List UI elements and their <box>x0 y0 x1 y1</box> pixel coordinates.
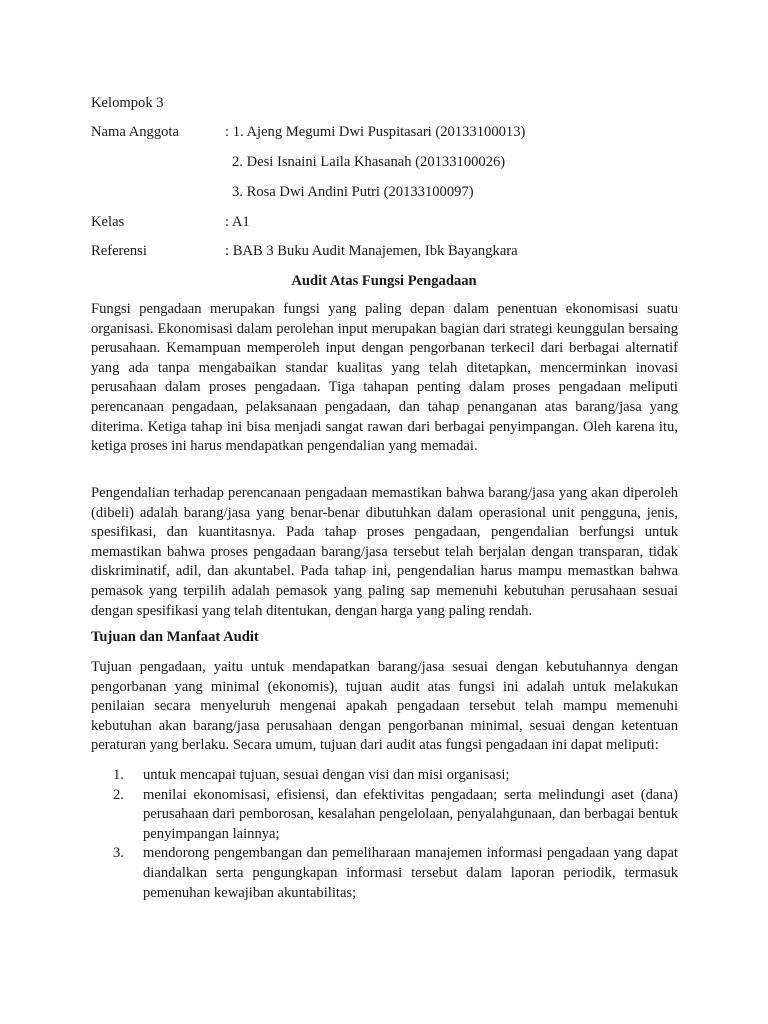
list-number: 2. <box>113 786 124 803</box>
reference-label: Referensi <box>91 243 147 259</box>
class-label: Kelas <box>91 214 125 230</box>
list-number: 3. <box>113 845 124 862</box>
objectives-list <box>91 766 678 903</box>
group-name: Kelompok 3 <box>91 95 164 111</box>
member-2: 2. Desi Isnaini Laila Khasanah (20133100026) <box>232 154 506 170</box>
list-text: untuk mencapai tujuan, sesuai dengan visi dan misi organisasi; <box>143 767 510 783</box>
document-title: Audit Atas Fungsi Pengadaan <box>291 273 477 289</box>
list-number: 1. <box>113 767 124 783</box>
members-label: Nama Anggota <box>91 124 179 140</box>
list-item <box>91 766 678 786</box>
member-3: 3. Rosa Dwi Andini Putri (20133100097) <box>232 184 474 200</box>
list-text: mendorong pengembangan dan pemeliharaan manajemen informasi pengadaan yang dapat diandalkan serta pengungkapan informasi tersebut dalam laporan periodik, termasuk pemenuhan kewajiban akuntabilitas; <box>143 845 678 901</box>
section-heading: Tujuan dan Manfaat Audit <box>91 629 259 645</box>
paragraph-intro: Fungsi pengadaan merupakan fungsi yang paling depan dalam penentuan ekonomisasi suatu organisasi. Ekonomisasi dalam perolehan input merupakan bagian dari strategi keunggulan bersaing perusahaan. Kemampuan memperoleh input dengan pengorbanan terkecil dari berbagai alternatif yang ada tanpa mengabaikan standar kualitas yang telah ditetapkan, mencerminkan inovasi perusahaan dalam proses pengadaan. Tiga tahapan penting dalam proses pengadaan meliputi perencanaan pengadaan, pelaksanaan pengadaan, dan tahap penanganan atas barang/jasa yang diterima. Ketiga tahap ini bisa menjadi sangat rawan dari berbagai penyimpangan. Oleh karena itu, ketiga proses ini harus mendapatkan pengendalian yang memadai. <box>91 301 678 455</box>
list-item <box>91 844 678 903</box>
paragraph-objectives: Tujuan pengadaan, yaitu untuk mendapatkan barang/jasa sesuai dengan kebutuhannya dengan pengorbanan yang minimal (ekonomis), tujuan audit atas fungsi ini adalah untuk melakukan penilaian secara menyeluruh mengenai apakah pengadaan tersebut telah mampu memenuhi kebutuhan akan barang/jasa perusahaan dengan pengorbanan minimal, sesuai dengan ketentuan peraturan yang berlaku. Secara umum, tujuan dari audit atas fungsi pengadaan ini dapat meliputi: <box>91 659 678 754</box>
list-text: menilai ekonomisasi, efisiensi, dan efektivitas pengadaan; serta melindungi aset (dana) perusahaan dari pemborosan, kesalahan pengelolaan, penyalahgunaan, dan berbagai bentuk penyimpangan lainnya; <box>143 786 678 842</box>
reference-value: : BAB 3 Buku Audit Manajemen, Ibk Bayangkara <box>225 243 518 259</box>
class-value: : A1 <box>225 214 250 230</box>
member-1: : 1. Ajeng Megumi Dwi Puspitasari (20133100013) <box>225 124 526 140</box>
paragraph-control: Pengendalian terhadap perencanaan pengadaan memastikan bahwa barang/jasa yang akan diperoleh (dibeli) adalah barang/jasa yang benar-benar dibutuhkan dalam operasional unit pengguna, jenis, spesifikasi, dan kuantitasnya. Pada tahap proses pengadaan, pengendalian berfungsi untuk memastikan bahwa proses pengadaan barang/jasa tersebut telah berjalan dengan transparan, tidak diskriminatif, adil, dan akuntabel. Pada tahap ini, pengendalian harus mampu memastkan bahwa pemasok yang terpilih adalah pemasok yang paling sap memenuhi kebutuhan perusahaan sesuai dengan spesifikasi yang telah ditentukan, dengan harga yang paling rendah. <box>91 485 678 619</box>
list-item <box>91 786 678 845</box>
